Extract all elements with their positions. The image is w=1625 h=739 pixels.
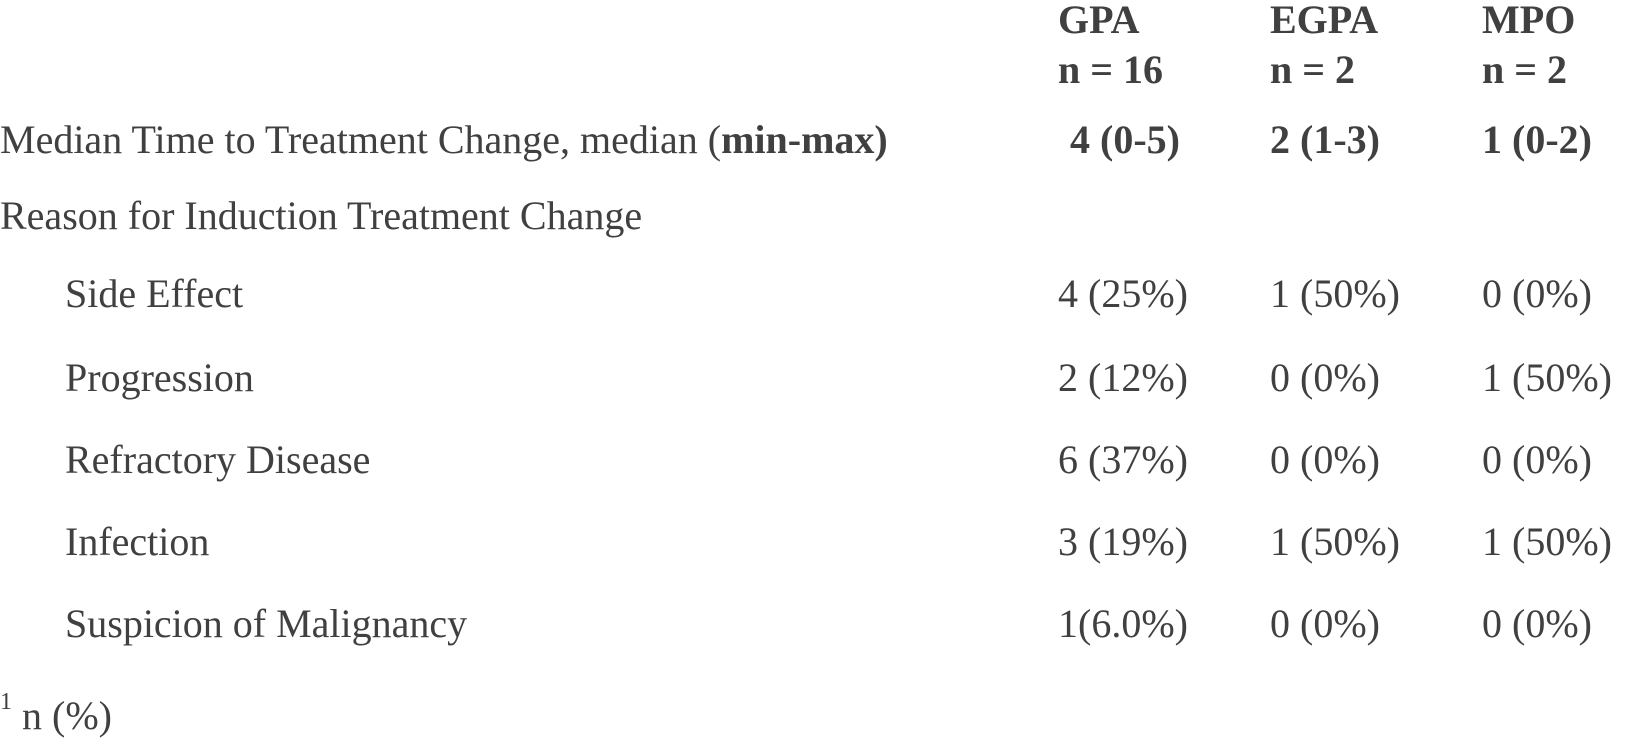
row-label: Infection [65,519,210,564]
row-mpo-value: 0 (0%) [1482,271,1592,316]
row-mpo-value: 1 (50%) [1482,519,1612,564]
row-egpa-value: 0 (0%) [1270,437,1380,482]
median-gpa: 4 (0-5) [1070,117,1180,162]
row-egpa-value: 0 (0%) [1270,355,1380,400]
median-label-bold: min-max) [721,117,888,162]
row-gpa-value: 2 (12%) [1058,355,1188,400]
row-label: Side Effect [65,271,244,316]
row-mpo-value: 0 (0%) [1482,601,1592,646]
median-row-label [0,117,888,162]
header-mpo-name: MPO [1482,0,1576,42]
row-mpo-value: 1 (50%) [1482,355,1612,400]
section-title: Reason for Induction Treatment Change [0,193,643,238]
median-mpo: 1 (0-2) [1482,117,1592,162]
median-egpa: 2 (1-3) [1270,117,1380,162]
header-gpa-name: GPA [1058,0,1140,42]
row-gpa-value: 6 (37%) [1058,437,1188,482]
row-egpa-value: 1 (50%) [1270,519,1400,564]
row-egpa-value: 1 (50%) [1270,271,1400,316]
row-gpa-value: 3 (19%) [1058,519,1188,564]
row-label: Suspicion of Malignancy [65,601,468,646]
footnote-text: n (%) [22,693,112,738]
header-gpa-n: n = 16 [1058,47,1164,92]
row-mpo-value: 0 (0%) [1482,437,1592,482]
header-egpa-n: n = 2 [1270,47,1356,92]
header-egpa-name: EGPA [1270,0,1379,42]
header-mpo-n: n = 2 [1482,47,1568,92]
median-label-text: Median Time to Treatment Change, median ( [0,117,722,162]
footnote-marker: 1 [0,689,12,715]
row-gpa-value: 1(6.0%) [1058,601,1188,646]
row-label: Refractory Disease [65,437,371,482]
row-label: Progression [65,355,254,400]
row-gpa-value: 4 (25%) [1058,271,1188,316]
row-egpa-value: 0 (0%) [1270,601,1380,646]
